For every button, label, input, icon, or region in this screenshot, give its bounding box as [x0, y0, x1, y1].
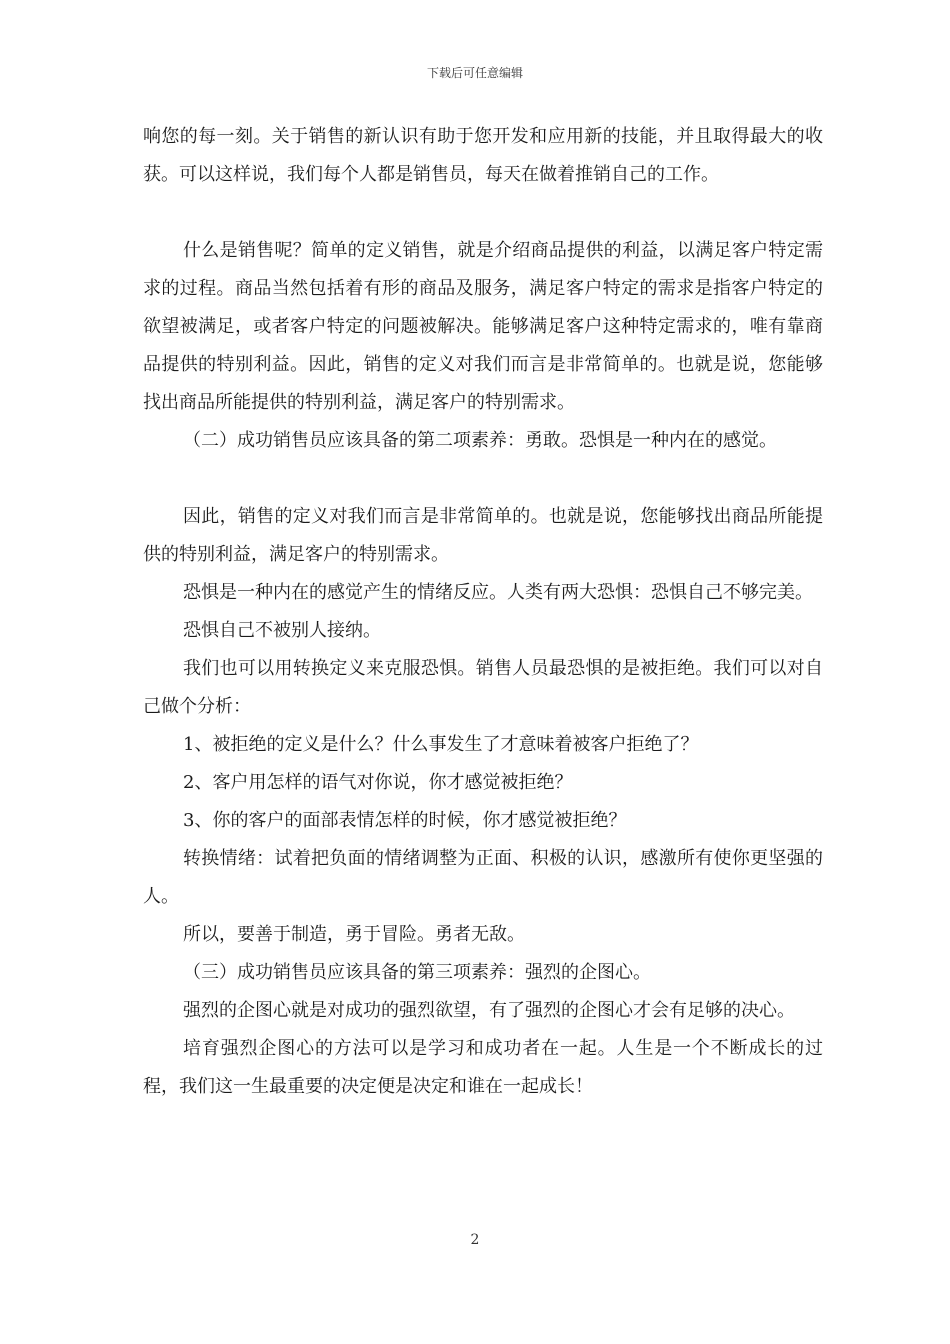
section-heading: （二）成功销售员应该具备的第二项素养：勇敢。恐惧是一种内在的感觉。 — [183, 430, 777, 451]
paragraph: 什么是销售呢？简单的定义销售，就是介绍商品提供的利益，以满足客户特定需求的过程。商品当然包括着有形的商品及服务，满足客户特定的需求是指客户特定的欲望被满足，或者客户特定的问题被解决。能够满足客户这种特定需求的，唯有靠商品提供的特别利益。因此，销售的定义对我们而言是非常简单的。也就是说，您能够找出商品所能提供的特别利益，满足客户的特别需求。 — [143, 240, 823, 413]
document-body — [143, 118, 823, 1106]
paragraph: 响您的每一刻。关于销售的新认识有助于您开发和应用新的技能，并且取得最大的收获。可以这样说，我们每个人都是销售员，每天在做着推销自己的工作。 — [143, 126, 823, 185]
paragraph: 所以，要善于制造，勇于冒险。勇者无敌。 — [183, 924, 525, 945]
paragraph: 培育强烈企图心的方法可以是学习和成功者在一起。人生是一个不断成长的过程，我们这一生最重要的决定便是决定和谁在一起成长！ — [143, 1038, 823, 1097]
paragraph: 我们也可以用转换定义来克服恐惧。销售人员最恐惧的是被拒绝。我们可以对自己做个分析： — [143, 658, 823, 717]
section-heading: （三）成功销售员应该具备的第三项素养：强烈的企图心。 — [183, 962, 651, 983]
paragraph: 恐惧是一种内在的感觉产生的情绪反应。人类有两大恐惧：恐惧自己不够完美。 — [183, 582, 813, 603]
page-number: 2 — [470, 1232, 480, 1248]
list-item: 2、客户用怎样的语气对你说，你才感觉被拒绝？ — [183, 772, 573, 793]
paragraph: 因此，销售的定义对我们而言是非常简单的。也就是说，您能够找出商品所能提供的特别利益，满足客户的特别需求。 — [143, 506, 823, 565]
page-header: 下载后可任意编辑 — [426, 66, 523, 80]
paragraph: 恐惧自己不被别人接纳。 — [183, 620, 381, 641]
paragraph: 转换情绪：试着把负面的情绪调整为正面、积极的认识，感激所有使你更坚强的人。 — [143, 848, 823, 907]
list-item: 1、被拒绝的定义是什么？什么事发生了才意味着被客户拒绝了？ — [183, 734, 699, 755]
list-item: 3、你的客户的面部表情怎样的时候，你才感觉被拒绝？ — [183, 810, 627, 831]
paragraph: 强烈的企图心就是对成功的强烈欲望，有了强烈的企图心才会有足够的决心。 — [183, 1000, 795, 1021]
